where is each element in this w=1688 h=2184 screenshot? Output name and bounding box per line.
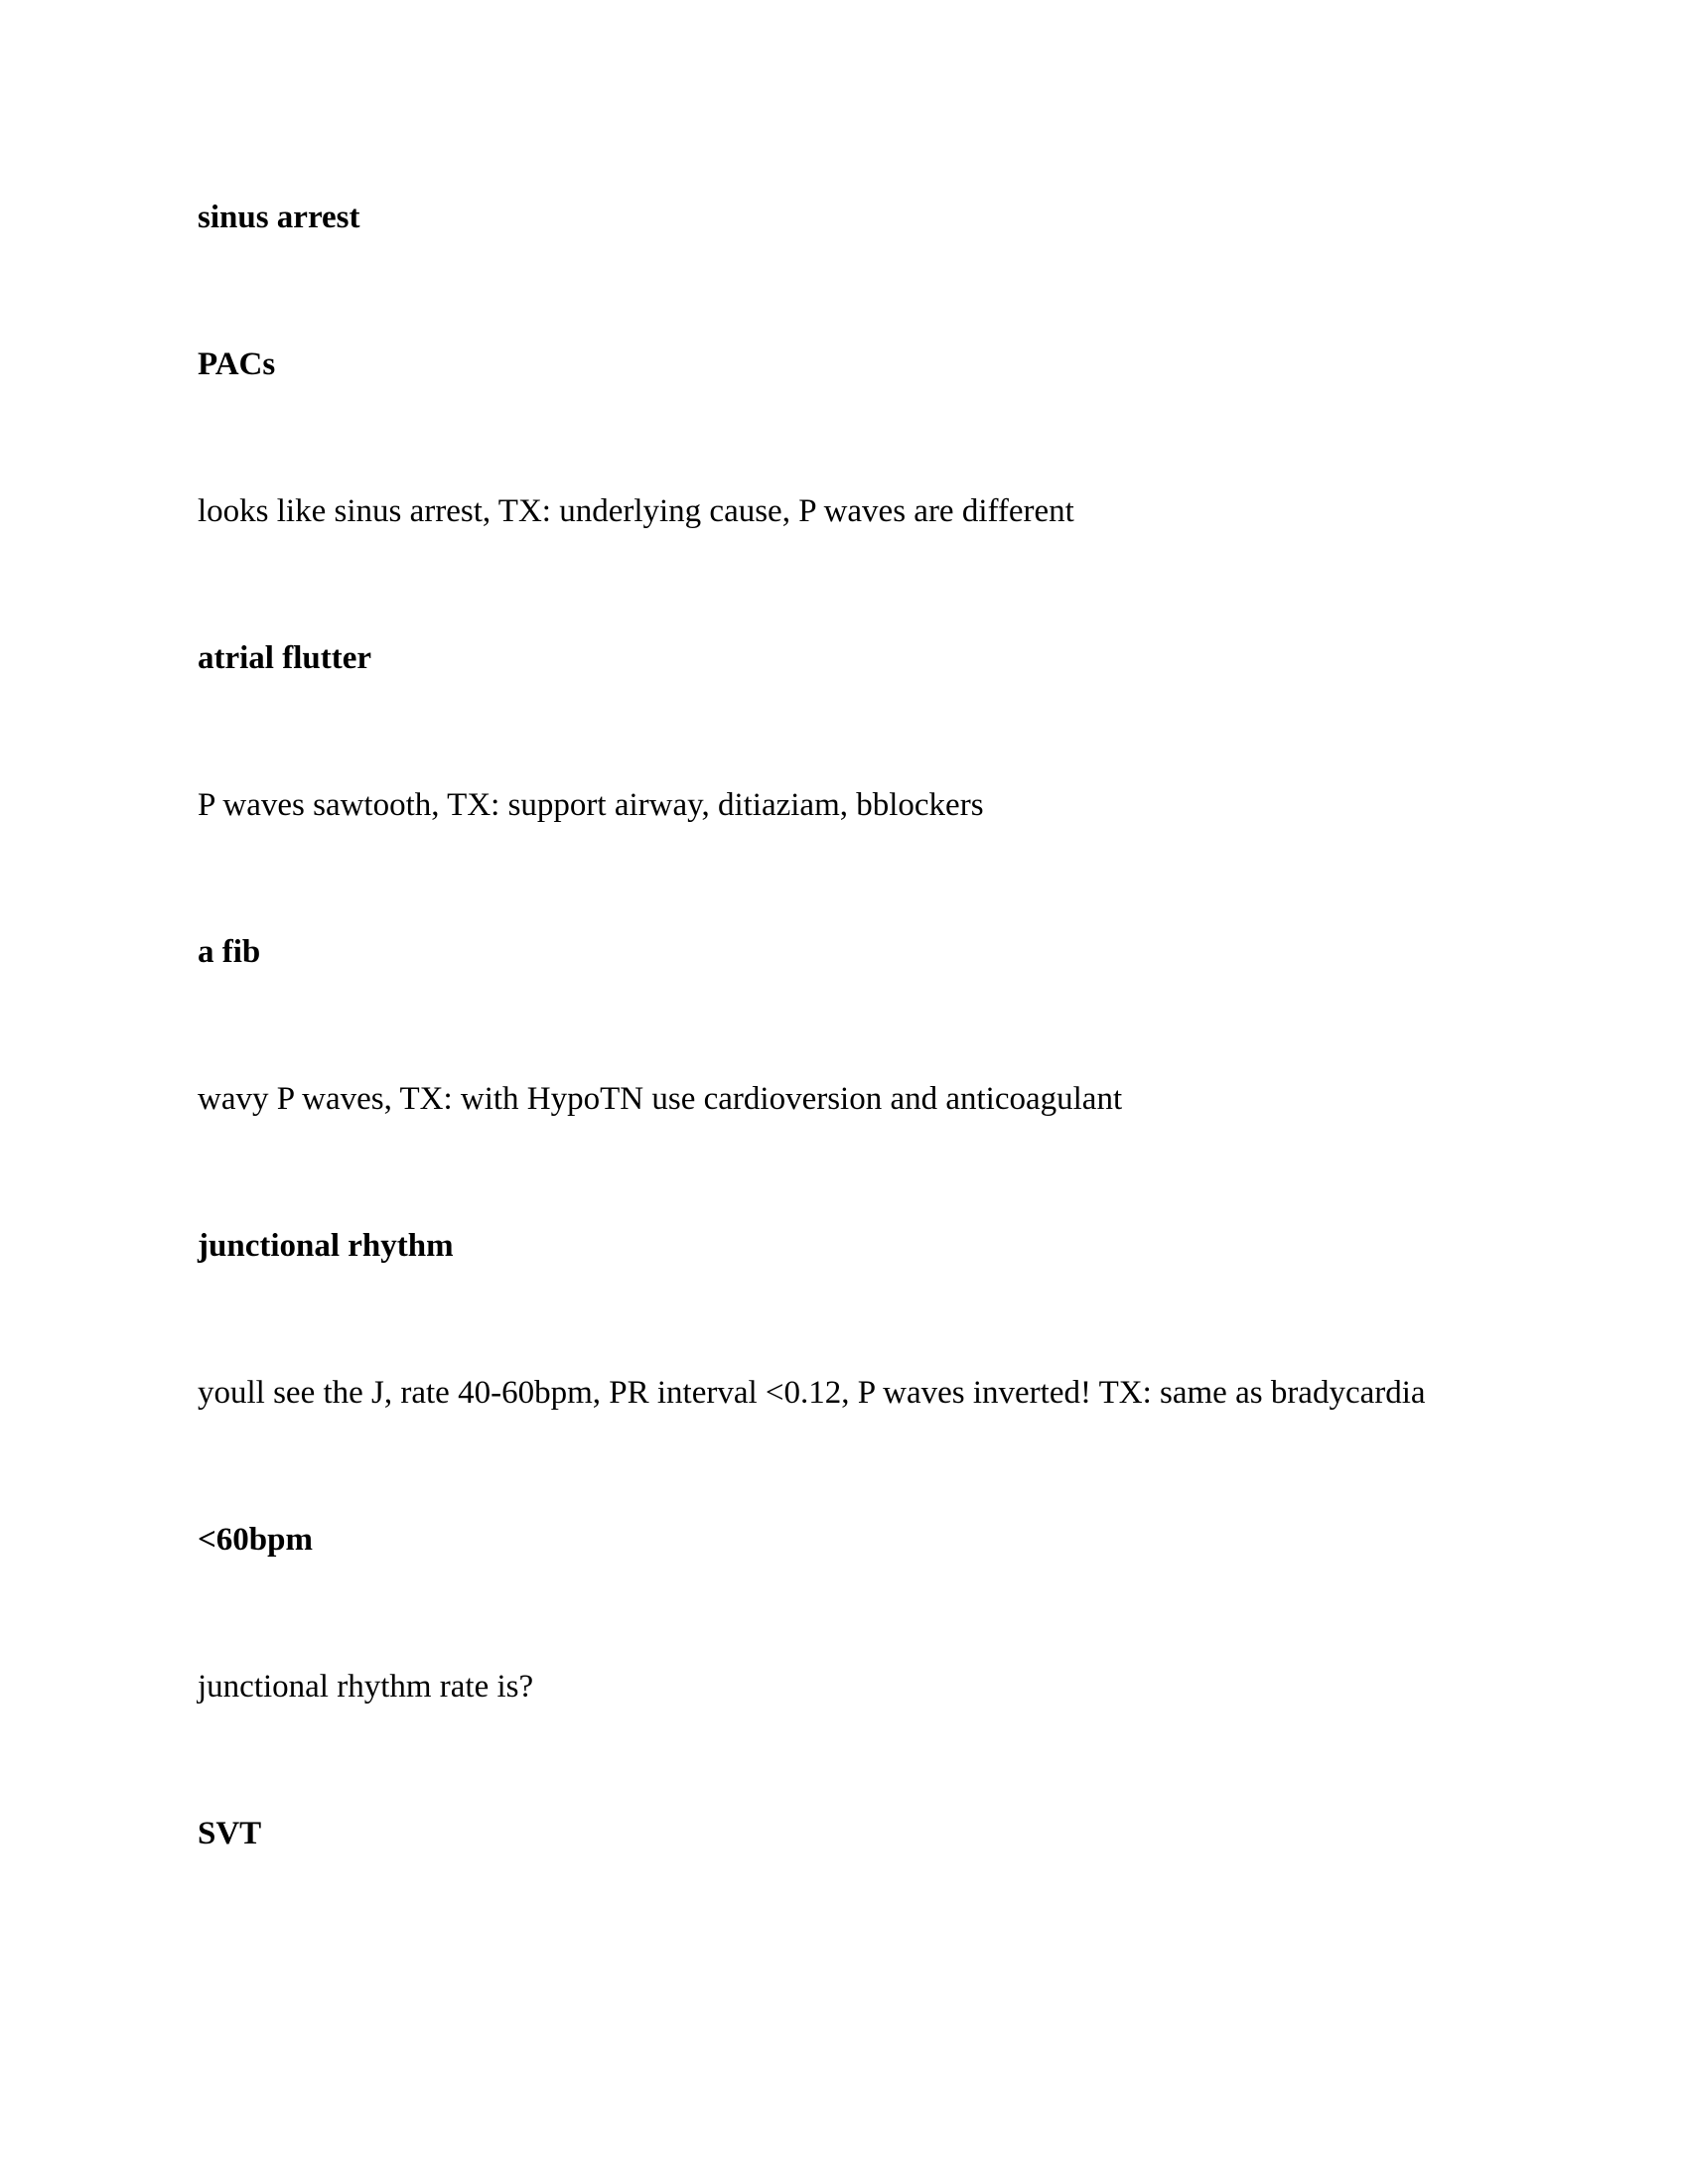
term-junctional-rhythm: junctional rhythm <box>198 1228 454 1264</box>
term-svt: SVT <box>198 1816 262 1851</box>
definition-atrial-flutter: P waves sawtooth, TX: support airway, ditiaziam, bblockers <box>198 787 984 823</box>
definition-pacs: looks like sinus arrest, TX: underlying cause, P waves are different <box>198 493 1074 529</box>
term-sinus-arrest: sinus arrest <box>198 200 360 235</box>
term-a-fib: a fib <box>198 934 261 970</box>
definition-a-fib: wavy P waves, TX: with HypoTN use cardioversion and anticoagulant <box>198 1081 1123 1117</box>
term-60bpm: <60bpm <box>198 1522 313 1558</box>
term-atrial-flutter: atrial flutter <box>198 640 372 676</box>
definition-junctional-rhythm: youll see the J, rate 40-60bpm, PR interval <0.12, P waves inverted! TX: same as bradycardia <box>198 1375 1426 1411</box>
term-pacs: PACs <box>198 346 276 382</box>
definition-60bpm: junctional rhythm rate is? <box>198 1669 534 1705</box>
